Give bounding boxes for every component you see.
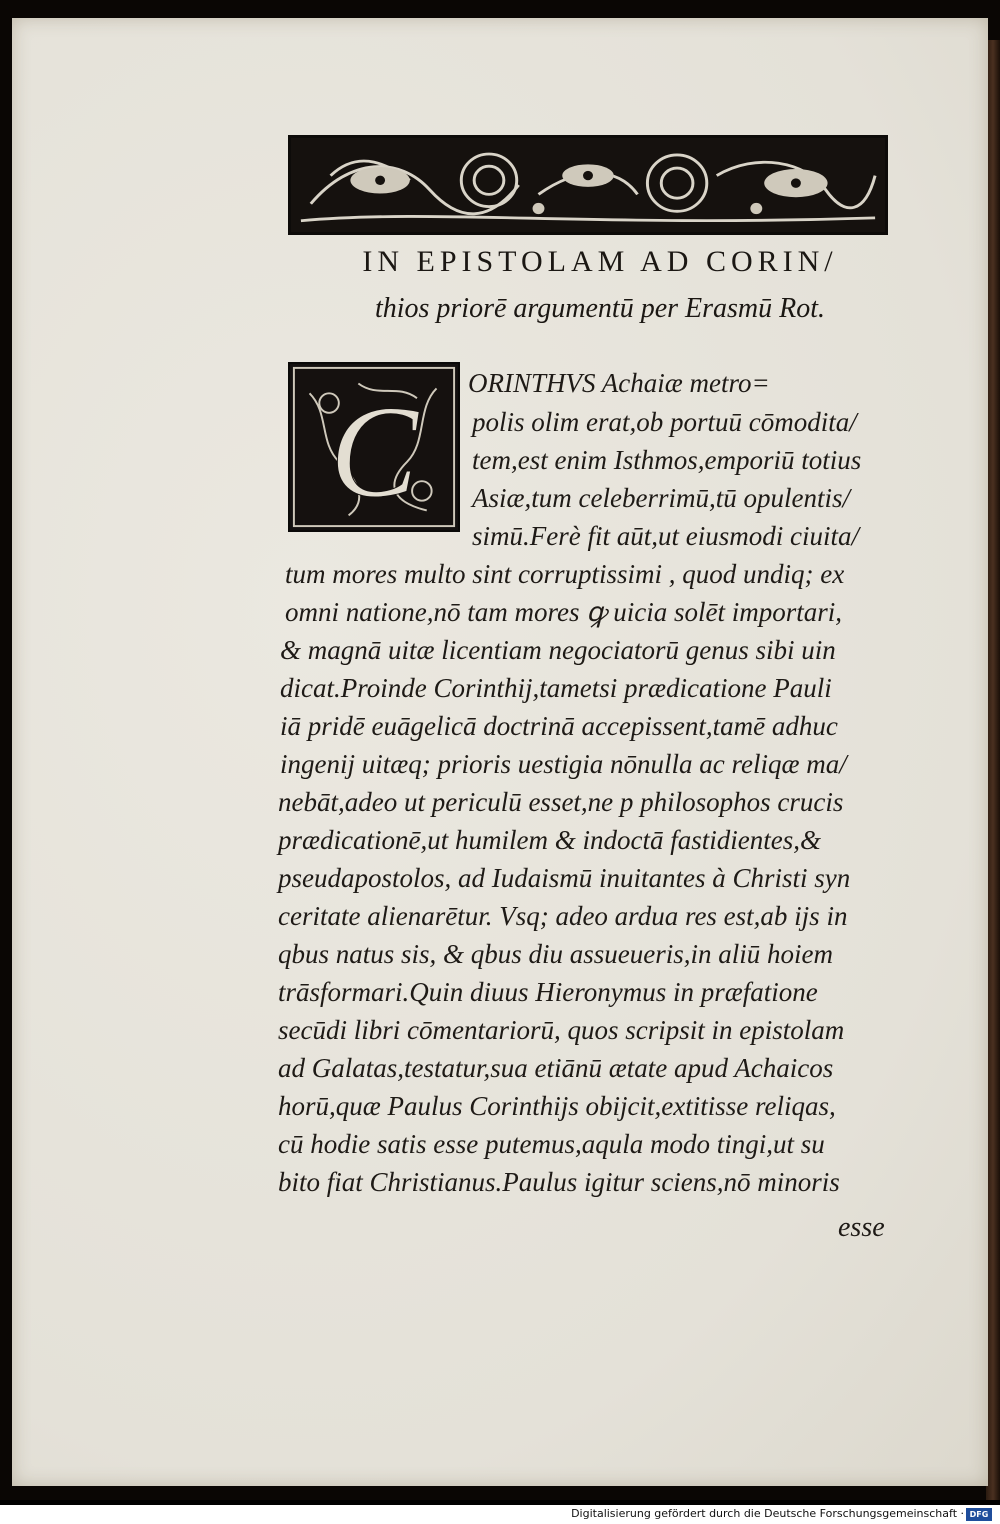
body-line: ingenij uitæq; prioris uestigia nōnulla ac reliqæ ma/ (280, 749, 847, 779)
body-line: horū,quæ Paulus Corinthijs obijcit,extitisse reliqas, (278, 1091, 836, 1121)
body-line: Asiæ,tum celeberrimū,tū opulentis/ (472, 483, 850, 513)
initial-letter: C (330, 378, 418, 525)
body-line: iā pridē euāgelicā doctrinā accepissent,tamē adhuc (280, 711, 838, 741)
body-line: omni natione,nō tam mores ꝙ uicia solēt importari, (285, 597, 843, 627)
woodcut-headpiece (288, 135, 888, 235)
body-line: tem,est enim Isthmos,emporiū totius (472, 445, 862, 475)
body-line: bito fiat Christianus.Paulus igitur sciens,nō minoris (278, 1167, 840, 1197)
footer-bar (0, 1505, 1000, 1524)
body-line: & magnā uitæ licentiam negociatorū genus sibi uin (280, 635, 836, 665)
body-line: trāsformari.Quin diuus Hieronymus in præfatione (278, 977, 818, 1007)
body-line: ceritate alienarētur. Vsq; adeo ardua res est,ab ijs in (278, 901, 848, 931)
footer-credit: Digitalisierung gefördert durch die Deutsche Forschungsgemeinschaft · (571, 1507, 964, 1520)
body-line: prædicationē,ut humilem & indoctā fastidientes,& (278, 825, 821, 855)
title-line-2: thios priorē argumentū per Erasmū Rot. (374, 293, 826, 324)
body-line: cū hodie satis esse putemus,aqula modo tingi,ut su (278, 1129, 825, 1159)
book-spine (986, 40, 1000, 1500)
body-line: simū.Ferè fit aūt,ut eiusmodi ciuita/ (472, 521, 859, 551)
body-line: pseudapostolos, ad Iudaismū inuitantes à Christi syn (278, 863, 851, 893)
title-line-1: IN EPISTOLAM AD CORIN/ (362, 245, 838, 278)
body-line: secūdi libri cōmentariorū, quos scripsit in epistolam (278, 1015, 845, 1045)
decorated-initial (288, 362, 460, 532)
body-line: polis olim erat,ob portuū cōmodita/ (472, 407, 857, 437)
dfg-logo[interactable]: DFG (966, 1508, 992, 1521)
body-line: tum mores multo sint corruptissimi , quod undiq; ex (285, 559, 845, 589)
body-line: ORINTHVS Achaiæ metro= (468, 368, 770, 398)
body-line: nebāt,adeo ut periculū esset,ne p philosophos crucis (278, 787, 844, 817)
catchword: esse (838, 1212, 885, 1243)
body-line: dicat.Proinde Corinthij,tametsi prædicatione Pauli (280, 673, 832, 703)
body-line: ad Galatas,testatur,sua etiānū ætate apud Achaicos (278, 1053, 834, 1083)
body-line: qbus natus sis, & qbus diu assueueris,in aliū hoiem (278, 939, 834, 969)
